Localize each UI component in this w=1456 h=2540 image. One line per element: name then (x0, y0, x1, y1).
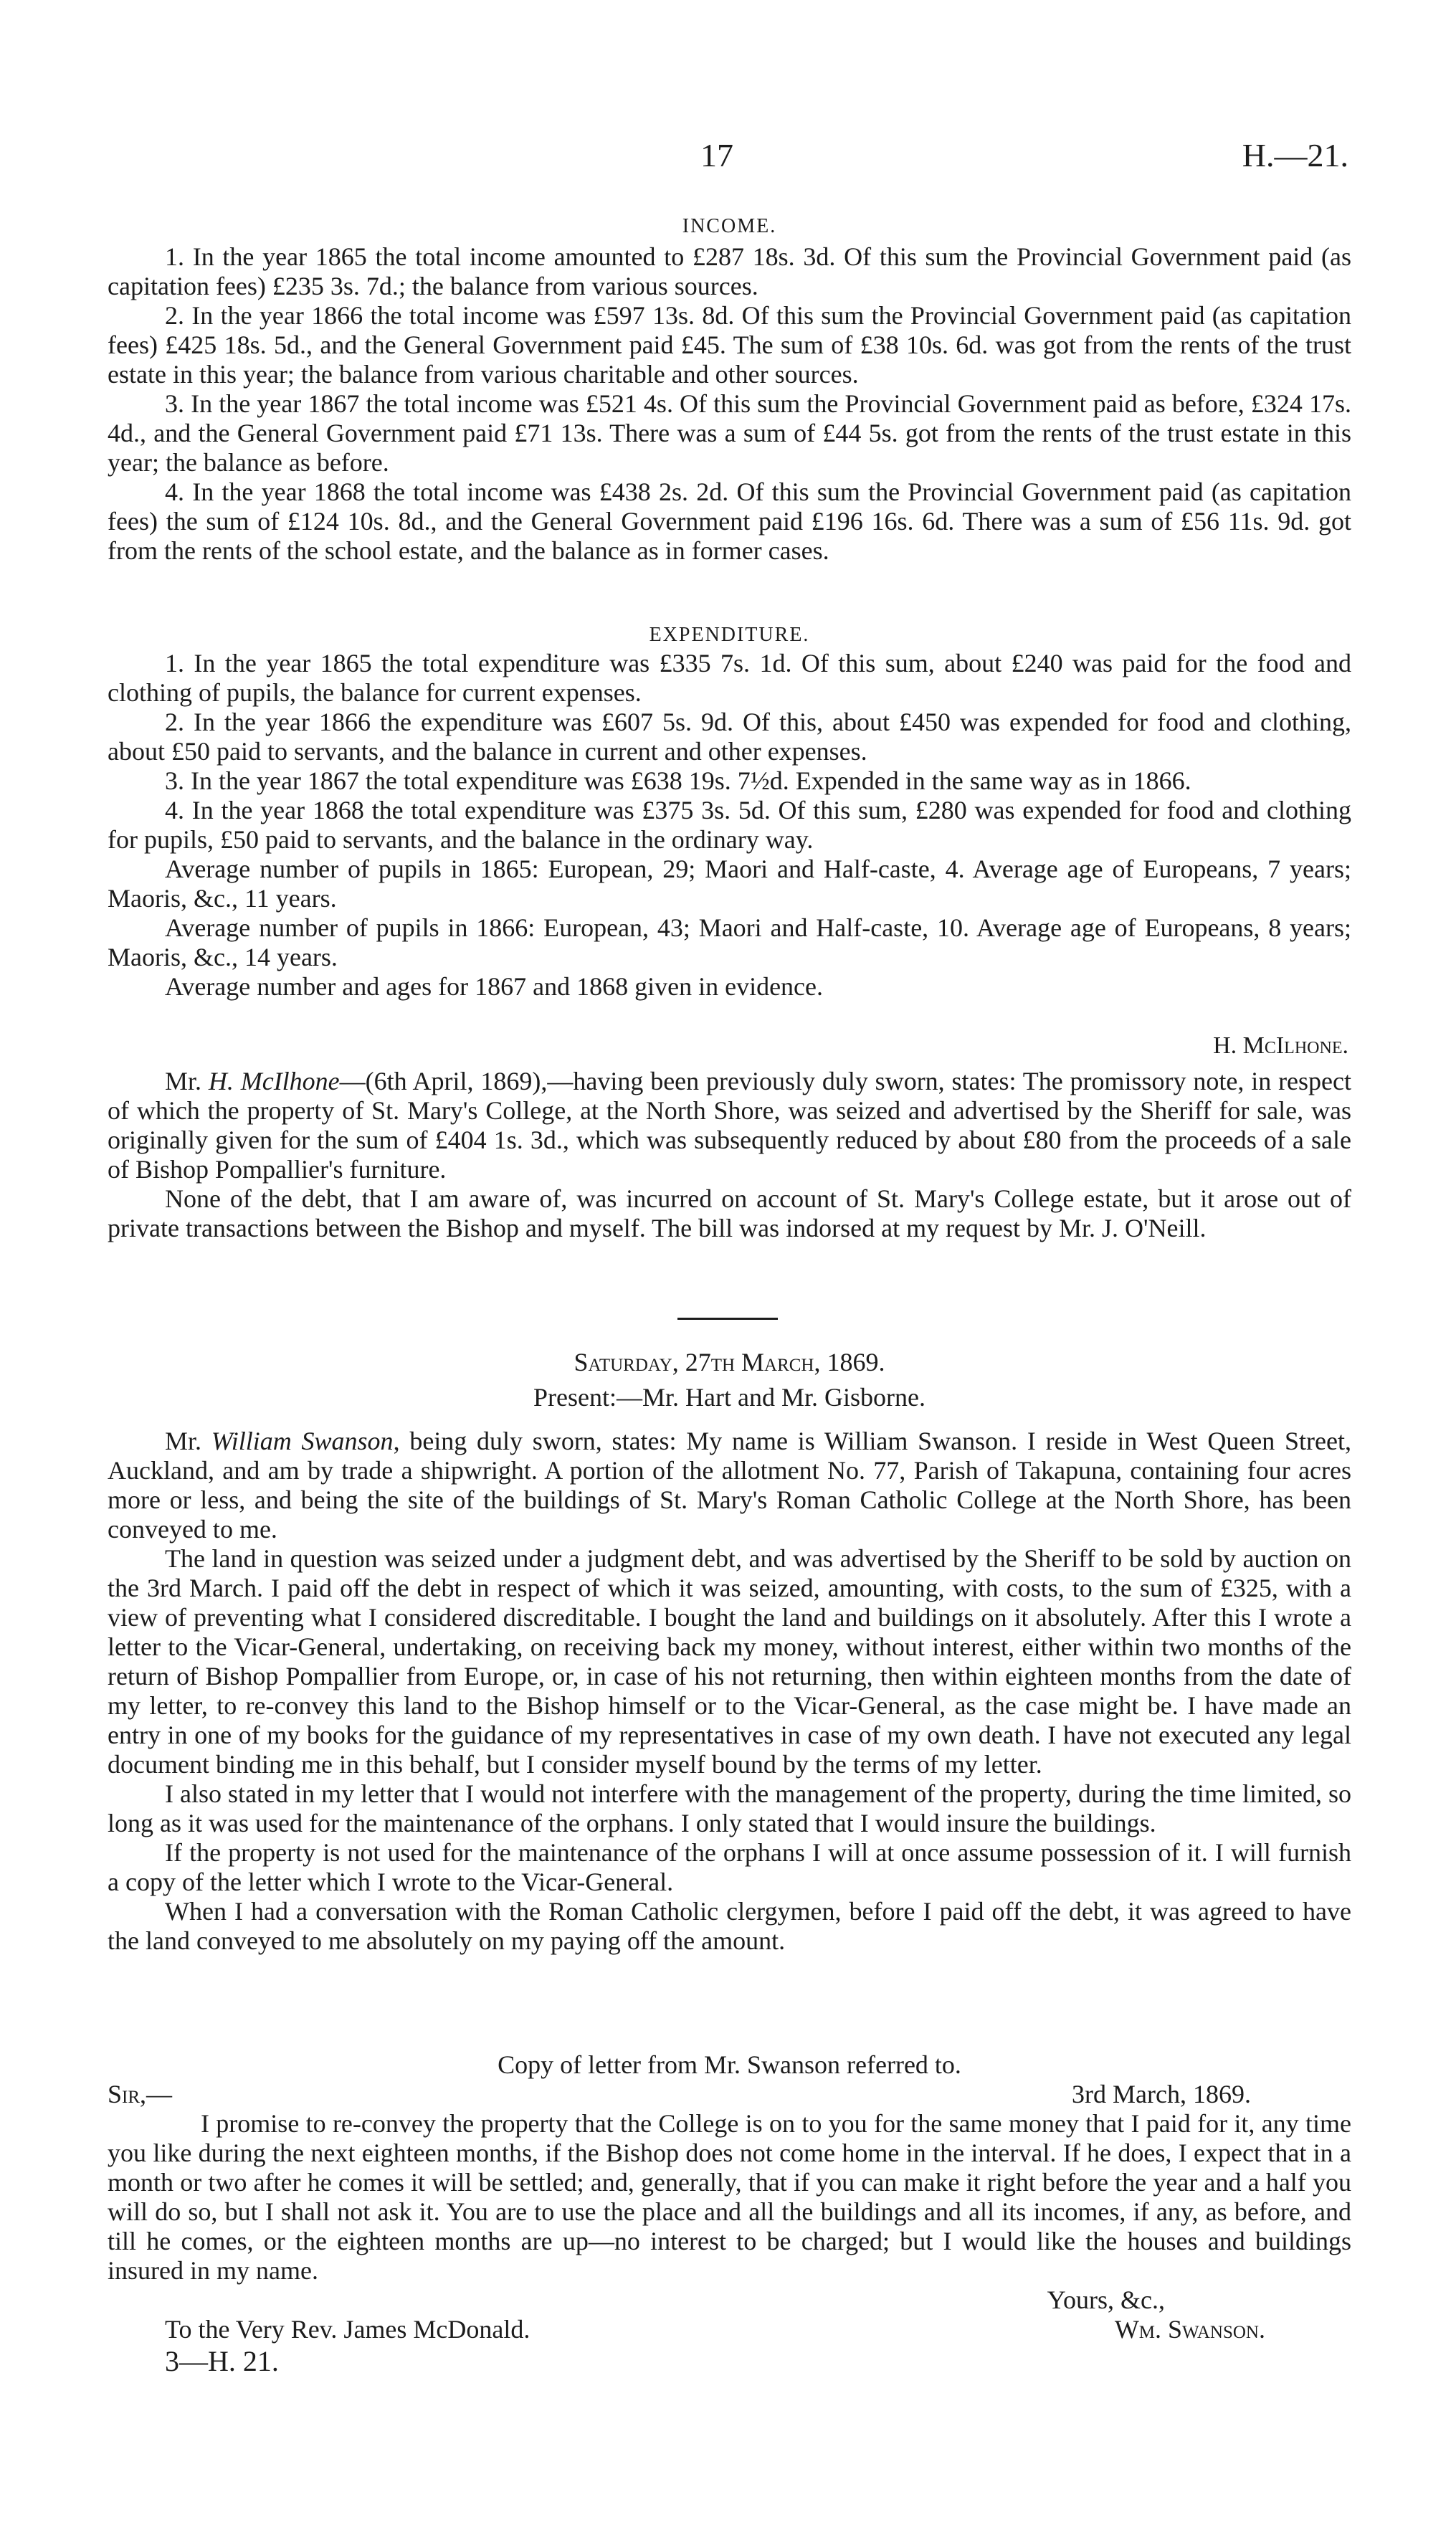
letter-salutation: Sir,— (108, 2080, 173, 2108)
session-present: Present:—Mr. Hart and Mr. Gisborne. (533, 1383, 926, 1412)
expenditure-paragraph: 1. In the year 1865 the total expenditure was £335 7s. 1d. Of this sum, about £240 was paid for the food and clothing of pupils, the balance for current expenses. (108, 649, 1351, 707)
pupils-paragraph: Average number of pupils in 1866: European, 43; Maori and Half-caste, 10. Average age of Europeans, 8 years; Maoris, &c., 14 years. (108, 913, 1351, 971)
income-paragraph: 4. In the year 1868 the total income was £438 2s. 2d. Of this sum the Provincial Government paid (as capitation fees) the sum of £124 10s. 8d., and the General Government paid £196 16s. 6d. There was a sum of £56 11s. 9d. got from the rents of the school estate, and the balance as in former cases. (108, 477, 1351, 565)
signature-mark: 3—H. 21. (165, 2345, 279, 2377)
letter-addressee: To the Very Rev. James McDonald. (165, 2315, 530, 2344)
swanson-paragraph: The land in question was seized under a judgment debt, and was advertised by the Sheriff to be sold by auction on the 3rd March. I paid off the debt in respect of which it was seized, amounting, with costs, to the sum of £325, with a view of preventing what I considered discreditable. I bought the land and buildings on it absolutely. After this I wrote a letter to the Vicar-General, undertaking, on receiving back my money, without interest, either within two months of the return of Bishop Pompallier from Europe, or, in case of his not returning, then within eighteen months from the date of my letter, to re-convey this land to the Bishop himself or to the Vicar-General, as the case might be. I have made an entry in one of my books for the guidance of my representatives in case of my own death. I have not executed any legal document binding me in this behalf, but I consider myself bound by the terms of my letter. (108, 1544, 1351, 1779)
swanson-paragraph: I also stated in my letter that I would not interfere with the management of the property, during the time limited, so long as it was used for the maintenance of the orphans. I only stated that I would insure the buildings. (108, 1779, 1351, 1837)
section-divider (677, 1318, 778, 1320)
expenditure-paragraph: 3. In the year 1867 the total expenditure was £638 19s. 7½d. Expended in the same way as in 1866. (165, 766, 1191, 795)
expenditure-section (108, 649, 1351, 1002)
page-number: 17 (700, 137, 733, 173)
letter-body: I promise to re-convey the property that the College is on to you for the same money that I paid for it, any time you like during the next eighteen months, if the Bishop does not come home in the interval. If he does, I expect that in a month or two after he comes it will be settled; and, generally, that if you can make it right before the year and a half you will do so, but I shall not ask it. You are to use the place and all the buildings and all its incomes, if any, as before, and till he comes, or the eighteen months are up—no interest to be charged; but I would like the houses and buildings insured in my name. (108, 2109, 1351, 2285)
swanson-testimony (108, 1427, 1351, 1956)
expenditure-paragraph: 4. In the year 1868 the total expenditure was £375 3s. 5d. Of this sum, £280 was expended for food and clothing for pupils, £50 paid to servants, and the balance in the ordinary way. (108, 796, 1351, 854)
mcilhone-statement (108, 1067, 1351, 1243)
mcilhone-paragraph: None of the debt, that I am aware of, was incurred on account of St. Mary's College estate, but it arose out of private transactions between the Bishop and myself. The bill was indorsed at my request by Mr. J. O'Neill. (108, 1184, 1351, 1242)
pupils-paragraph: Average number and ages for 1867 and 1868 given in evidence. (165, 972, 824, 1001)
session-date: Saturday, 27th March, 1869. (574, 1348, 885, 1376)
income-heading: INCOME. (682, 215, 777, 237)
letter-closing: Yours, &c., (1047, 2285, 1165, 2314)
letter-signature: Wm. Swanson. (1114, 2315, 1265, 2344)
witness-name: H. McIlhone (208, 1067, 340, 1095)
letter-copy (108, 2050, 1351, 2344)
witness-name: William Swanson (211, 1427, 394, 1455)
expenditure-heading: EXPENDITURE. (649, 624, 810, 646)
income-paragraph: 1. In the year 1865 the total income amounted to £287 18s. 3d. Of this sum the Provincial Government paid (as capitation fees) £235 3s. 7d.; the balance from various sources. (108, 242, 1351, 300)
mcilhone-paragraph: Mr. H. McIlhone—(6th April, 1869),—having been previously duly sworn, states: The promissory note, in respect of which the property of St. Mary's College, at the North Shore, was seized and advertised by the Sheriff for sale, was originally given for the sum of £404 1s. 3d., which was subsequently reduced by about £80 from the proceeds of a sale of Bishop Pompallier's furniture. (108, 1067, 1352, 1184)
letter-date: 3rd March, 1869. (1072, 2080, 1251, 2108)
swanson-paragraph: Mr. William Swanson, being duly sworn, states: My name is William Swanson. I reside in West Queen Street, Auckland, and am by trade a shipwright. A portion of the allotment No. 77, Parish of Takapuna, containing four acres more or less, and being the site of the buildings of St. Mary's Roman Catholic College at the North Shore, has been conveyed to me. (108, 1427, 1352, 1543)
income-paragraph: 2. In the year 1866 the total income was £597 13s. 8d. Of this sum the Provincial Government paid (as capitation fees) £425 18s. 5d., and the General Government paid £45. The sum of £38 10s. 6d. was got from the rents of the trust estate in this year; the balance from various charitable and other sources. (108, 301, 1351, 389)
session-header (108, 1348, 1351, 1412)
mcilhone-signature: H. McIlhone. (1213, 1032, 1348, 1059)
swanson-paragraph: When I had a conversation with the Roman Catholic clergymen, before I paid off the debt, it was agreed to have the land conveyed to me absolutely on my paying off the amount. (108, 1897, 1351, 1955)
document-reference: H.—21. (1242, 137, 1348, 173)
expenditure-paragraph: 2. In the year 1866 the expenditure was £607 5s. 9d. Of this, about £450 was expended for food and clothing, about £50 paid to servants, and the balance in current and other expenses. (108, 708, 1351, 766)
pupils-paragraph: Average number of pupils in 1865: European, 29; Maori and Half-caste, 4. Average age of Europeans, 7 years; Maoris, &c., 11 years. (108, 855, 1351, 913)
income-section (108, 242, 1351, 566)
swanson-paragraph: If the property is not used for the maintenance of the orphans I will at once assume possession of it. I will furnish a copy of the letter which I wrote to the Vicar-General. (108, 1838, 1351, 1896)
income-paragraph: 3. In the year 1867 the total income was £521 4s. Of this sum the Provincial Government paid as before, £324 17s. 4d., and the General Government paid £71 13s. There was a sum of £44 5s. got from the rents of the trust estate in this year; the balance as before. (108, 389, 1351, 477)
letter-caption: Copy of letter from Mr. Swanson referred to. (498, 2050, 961, 2079)
